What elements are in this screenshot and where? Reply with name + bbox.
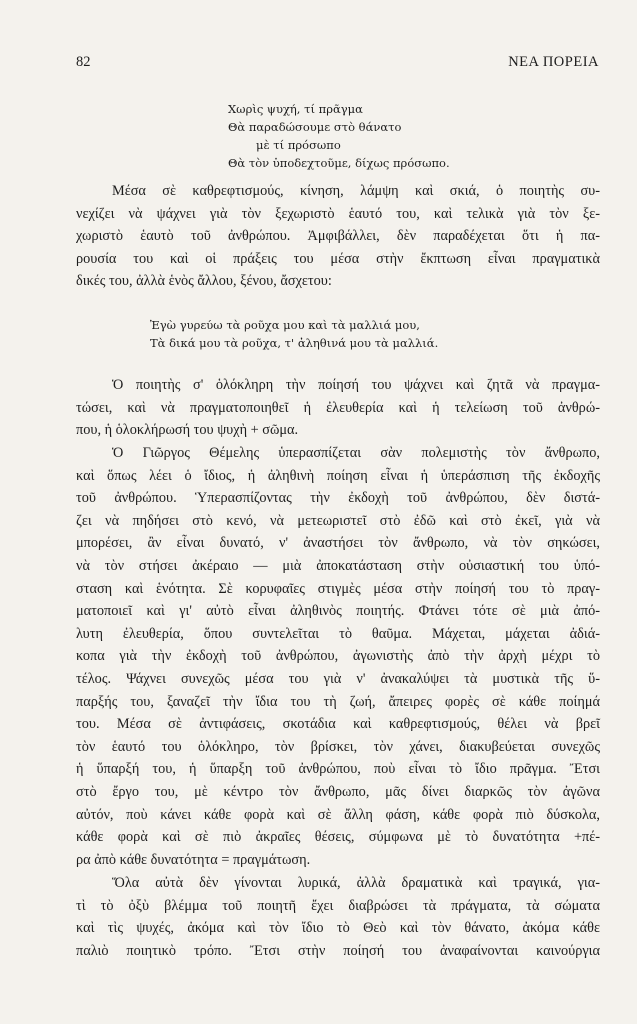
text-line: Ὅλα αὐτὰ δὲν γίνονται λυρικά, ἀλλὰ δραματικὰ καὶ τραγικά, για- [112,875,600,891]
page-number: 82 [76,54,91,70]
text-line: νεχίζει νὰ ψάχνει γιὰ τὸν ξεχωριστὸ ἑαυτό του, καὶ τελικὰ γιὰ τὸν ξε- [76,205,600,222]
quoted-verse [150,316,590,352]
text-line: παρξής του, ξαναζεῖ τὴν ἴδια του τὴ ζωή, ἄπειρες φορὲς σὲ κάθε ποίημά [76,693,600,710]
text-line: τοῦ ἀνθρώπου. Ὑπερασπίζοντας τὴν ἐκδοχὴ τοῦ ἀνθρώπου, δὲν διστά- [76,490,600,507]
text-line: που, ἡ ὁλοκλήρωσή του ψυχὴ + σῶμα. [76,422,299,439]
text-line: νὰ τὸν στήσει ἀκέραιο — μιὰ ἀποκατάσταση στὴν οὐσιαστική του ὑπό- [76,557,600,574]
text-line: τώσει, καὶ νὰ πραγματοποιηθεῖ ἡ ἐλευθερία καὶ ἡ τελείωση τοῦ ἀνθρώ- [76,399,600,416]
text-line: μπορέσει, ἂν εἶναι δυνατό, ν' ἀναστήσει τὸν ἄνθρωπο, νὰ τὸν σηκώσει, [76,535,600,552]
text-line: ρουσία του καὶ οἱ πράξεις του μέσα στὴν ἔκπτωση εἶναι πραγματικὰ [76,250,600,267]
text-line: τὸν ἑαυτό του ὁλόκληρο, τὸν βρίσκει, τὸν χάνει, διακυβεύεται συνεχῶς [76,738,600,755]
text-line: στὸ ἔργο του, μὲ κέντρο τὸν ἄνθρωπο, μᾶς δίνει διαρκῶς τὸν ἀγῶνα [76,783,600,800]
quote-line: Ἐγὼ γυρεύω τὰ ροῦχα μου καὶ τὰ μαλλιά μου, [150,318,420,332]
text-line: Ὁ ποιητὴς σ' ὁλόκληρη τὴν ποίησή του ψάχνει καὶ ζητᾶ νὰ πραγμα- [112,377,600,393]
paragraph-4 [76,872,600,962]
text-line: καὶ ὅπως λέει ὁ ἴδιος, ἡ ἀληθινὴ ποίηση εἶναι ἡ ὑπεράσπιση τῆς ἐκδοχῆς [76,467,600,484]
epigraph-line: Χωρὶς ψυχή, τί πρᾶγμα [228,102,363,116]
text-line: καὶ τὶς ψυχές, ἀκόμα καὶ τὸν ἴδιο τὸ Θεὸ καὶ τὸν θάνατο, ἀκόμα κάθε [76,920,600,937]
text-line: Ὁ Γιῶργος Θέμελης ὑπερασπίζεται σὰν πολεμιστὴς τὸν ἄνθρωπο, [112,445,600,461]
text-line: κοπα γιὰ τὴν ἐκδοχὴ τοῦ ἀνθρώπου, ἀγωνιστὴς ἀπὸ τὴν ἀρχὴ μέχρι τὸ [76,648,600,665]
text-line: αὐτόν, ποὺ κάνει κάθε φορὰ καὶ σὲ ἄλλη φάση, κάθε φορὰ πιὸ δύσκολα, [76,806,600,823]
paragraph-3 [76,442,600,871]
text-line: ματοποιεῖ καὶ γι' αὐτὸ εἶναι ἀληθινὸς ποιητής. Φτάνει τότε σὲ μιὰ ἀπό- [76,603,600,620]
epigraph [228,100,528,172]
quote-line: Τὰ δικά μου τὰ ροῦχα, τ' ἀληθινά μου τὰ μαλλιά. [150,336,439,350]
text-line: ρα ἀπὸ κάθε δυνατότητα = πραγμάτωση. [76,851,311,868]
text-line: Μέσα σὲ καθρεφτισμούς, κίνηση, λάμψη καὶ σκιά, ὁ ποιητὴς συ- [112,183,600,199]
text-line: λυτη ἐλευθερία, ὅπου συντελεῖται τὸ θαῦμα. Μάχεται, μάχεται ἀδιά- [76,625,600,642]
text-line: σταση καὶ ἑνότητα. Σὲ κορυφαῖες στιγμὲς μέσα στὴν ποίησή του τὸ πραγ- [76,580,600,597]
paragraph-2 [76,374,600,442]
text-line: του. Μέσα σὲ ἀντιφάσεις, σκοτάδια καὶ καθρεφτισμούς, θέλει νὰ βρεῖ [76,716,600,733]
epigraph-line: Θὰ τὸν ὑποδεχτοῦμε, δίχως πρόσωπο. [228,156,450,170]
text-line: παλιὸ ποιητικὸ τρόπο. Ἔτσι στὴν ποίησή του ἀναφαίνονται καινούργια [76,942,600,959]
text-line: χωριστὸ ἑαυτὸ τοῦ ἀνθρώπου. Ἀμφιβάλλει, δὲν παραδέχεται ὅτι ἡ πα- [76,228,600,245]
text-line: δικές του, ἀλλὰ ἑνὸς ἄλλου, ξένου, ἄσχετου: [76,273,332,290]
text-line: τέλος. Ψάχνει συνεχῶς μέσα του γιὰ ν' ἀνακαλύψει τὰ μυστικὰ τῆς ὕ- [76,670,600,687]
text-line: ἡ ὕπαρξή του, ἡ ὕπαρξη τοῦ ἀνθρώπου, ποὺ εἶναι τὸ ἴδιο πρᾶγμα. Ἔτσι [76,761,600,778]
running-header [76,54,599,76]
journal-title: ΝΕΑ ΠΟΡΕΙΑ [508,54,599,70]
text-line: κάθε φορὰ καὶ σὲ πιὸ ἀκραῖες θέσεις, σύμφωνα μὲ τὸ δυνατότητα +πέ- [76,829,600,846]
epigraph-line: Θὰ παραδώσουμε στὸ θάνατο [228,120,402,134]
text-line: τὶ τὸ ὀξὺ βλέμμα τοῦ ποιητῆ ἔχει διαβρώσει τὰ πράγματα, τὰ σώματα [76,897,600,914]
text-line: ζει νὰ πηδήσει στὸ κενό, νὰ μετεωριστεῖ στὸ ἐδῶ καὶ στὸ ἐκεῖ, γιὰ νὰ [76,512,600,529]
paragraph-1 [76,180,600,293]
epigraph-line: μὲ τί πρόσωπο [256,138,341,152]
